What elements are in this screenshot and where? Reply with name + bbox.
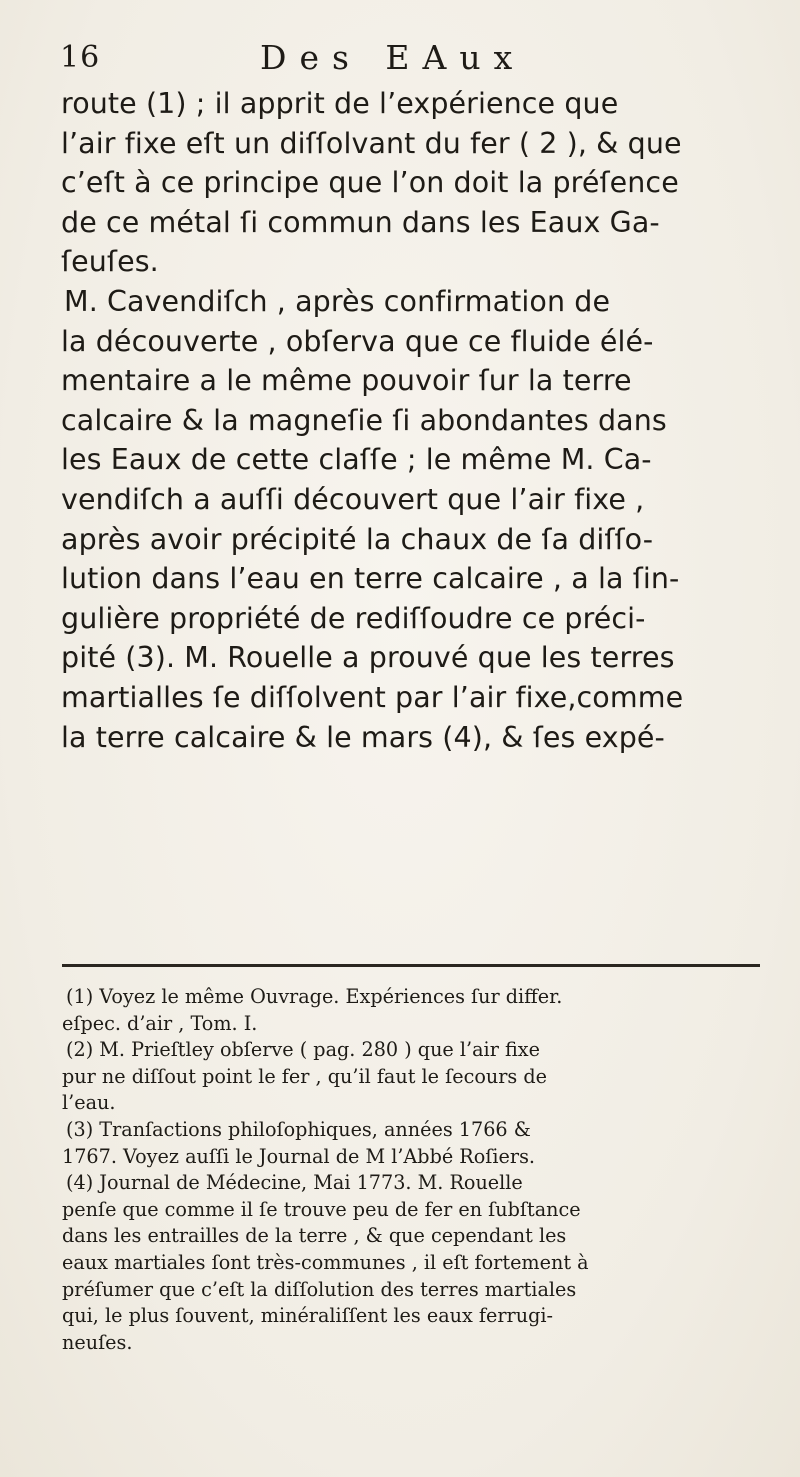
text-line: après avoir précipité la chaux de ſa diſſo- — [61, 522, 654, 556]
text-line: calcaire & la magneſie ſi abondantes dans — [61, 403, 667, 437]
footnote-line: neuſes. — [62, 1330, 133, 1354]
page-number: 16 — [60, 40, 101, 75]
text-line: ſeuſes. — [61, 245, 159, 279]
text-line: la découverte , obſerva que ce fluide élé- — [61, 324, 654, 358]
text-line: de ce métal ſi commun dans les Eaux Ga- — [61, 205, 660, 239]
footnote-line: pur ne diſſout point le fer , qu’il faut le ſecours de — [62, 1064, 547, 1088]
footnote-line: (3) Tranſactions philoſophiques, années 1766 & — [66, 1117, 531, 1141]
text-line: l’air fixe eſt un diſſolvant du fer ( 2 ), & que — [61, 126, 682, 160]
text-line: vendiſch a auſſi découvert que l’air fixe , — [61, 482, 645, 516]
footnote-rule — [62, 964, 760, 967]
text-line: lution dans l’eau en terre calcaire , a la ſin- — [61, 562, 680, 596]
footnote-line: l’eau. — [62, 1091, 116, 1115]
text-line: route (1) ; il apprit de l’expérience que — [61, 87, 619, 120]
text-line: M. Cavendiſch , après confirmation de — [64, 284, 611, 318]
footnote-line: eaux martiales ſont très-communes , il eſt fortement à — [62, 1250, 589, 1274]
footnote-line: eſpec. d’air , Tom. I. — [62, 1011, 258, 1035]
main-text — [61, 84, 761, 757]
text-line: les Eaux de cette claſſe ; le même M. Ca- — [61, 443, 652, 477]
footnote-line: qui, le plus ſouvent, minéraliſſent les eaux ferrugi- — [62, 1304, 553, 1328]
text-line: gulière propriété de rediſſoudre ce préci- — [61, 601, 646, 635]
text-line: c’eſt à ce principe que l’on doit la préſence — [61, 166, 679, 200]
footnote-line: penſe que comme il ſe trouve peu de fer en ſubſtance — [62, 1197, 581, 1221]
footnote-line: (4) Journal de Médecine, Mai 1773. M. Rouelle — [66, 1171, 523, 1195]
footnote-line: dans les entrailles de la terre , & que cependant les — [62, 1224, 567, 1248]
footnote-line: 1767. Voyez auſſi le Journal de M l’Abbé Roſiers. — [62, 1144, 536, 1168]
footnote-line: (2) M. Prieſtley obſerve ( pag. 280 ) que l’air fixe — [66, 1038, 540, 1062]
text-line: mentaire a le même pouvoir ſur la terre — [61, 364, 632, 398]
footnote-line: préſumer que c’eſt la diſſolution des terres martiales — [62, 1277, 577, 1301]
text-line: la terre calcaire & le mars (4), & ſes expé- — [61, 720, 665, 754]
text-line: martialles ſe diſſolvent par l’air fixe,comme — [61, 680, 684, 714]
page-header — [60, 38, 760, 82]
text-line: pité (3). M. Rouelle a prouvé que les terres — [61, 641, 675, 675]
footnote-line: (1) Voyez le même Ouvrage. Expériences ſur differ. — [66, 985, 563, 1008]
footnotes — [62, 984, 762, 1356]
running-head: Des EAux — [260, 38, 526, 77]
